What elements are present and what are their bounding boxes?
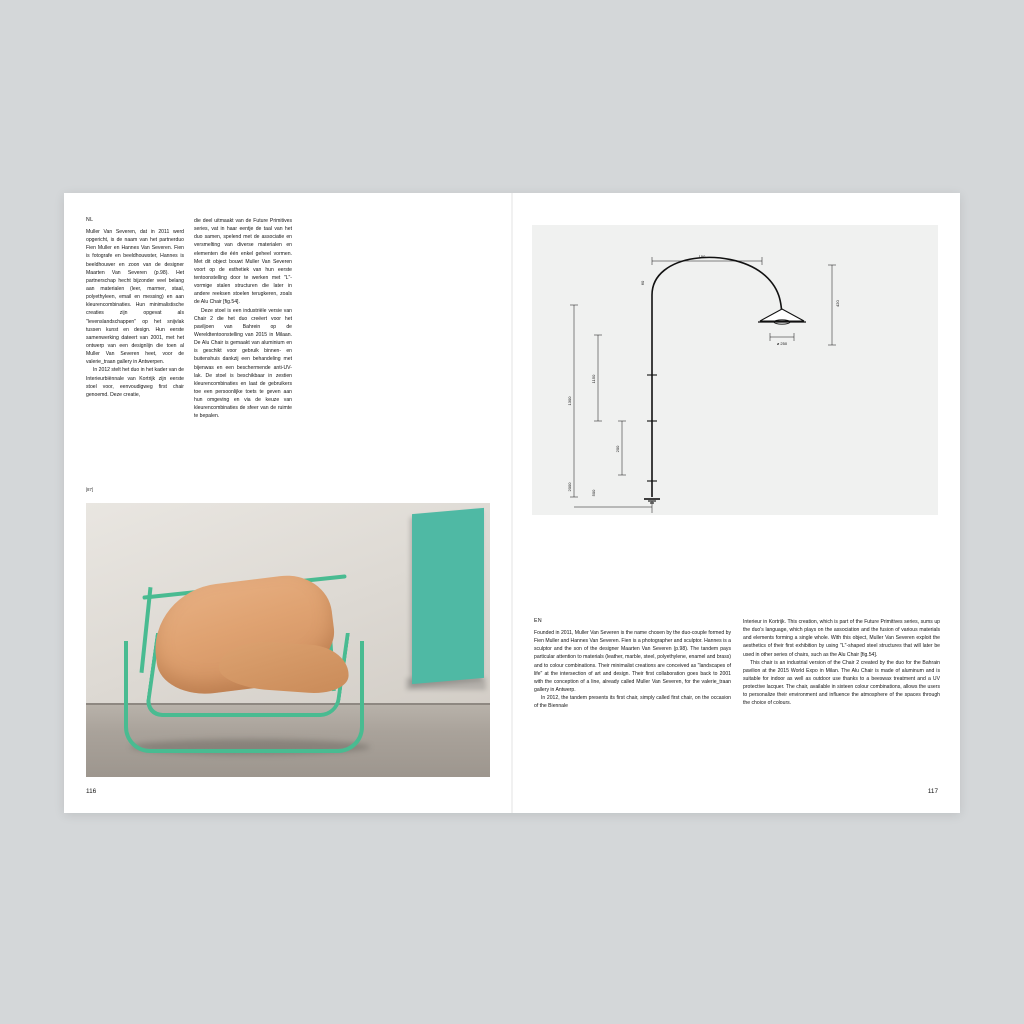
rocking-chair	[124, 581, 374, 756]
en-text-block	[534, 618, 940, 710]
folio-right: 117	[927, 788, 938, 795]
en-paragraph: This chair is an industrial version of the Chair 2 created by the duo for the Bahrain pavilion at the 2015 World Expo in Milan. The Alu Chair is made of aluminum and is suitable for indoor as well as outdoor use thanks to a beeswax treatment and a UV protective lacquer. The chair, available in sixteen colour combinations, allows the users to personalize their environment and influence the atmosphere of the spaces through the choice of colours.	[743, 659, 940, 707]
dim-1150: 1150	[591, 374, 596, 384]
dim-2000: 2000	[567, 482, 572, 492]
dim-420: 420	[835, 300, 840, 307]
dim-60: 60	[640, 280, 645, 286]
technical-drawing	[532, 225, 938, 515]
nl-column-2-text	[194, 217, 292, 421]
dim-200: 200	[615, 445, 620, 453]
en-column-1-text	[534, 629, 731, 710]
en-paragraph: In 2012, the tandem presents its first chair, simply called first chair, on the occasion of the Biennale	[534, 695, 731, 710]
nl-column-2	[194, 217, 292, 421]
chair-photograph	[86, 503, 490, 777]
nl-paragraph: die deel uitmaakt van de Future Primitives series, vat in haar eentje de taal van het duo samen, spelend met de associatie en versmelting van diverse materialen en elementen die één enkel geheel vormen. Met dit object bouwt Muller Van Severen voort op de esthetiek van hun eerste tentoonstelling door te werken met "L"-vormige stalen structuren die later in andere reeksen stoelen terugkeren, zoals de Alu Chair [fig.54].	[194, 218, 292, 306]
nl-paragraph: In 2012 stelt het duo in het kader van de Interieurbiënnale van Kortrijk zijn eerste stoel voor, eenvoudigweg first chair genoemd. Deze creatie,	[86, 367, 184, 398]
figure-number-left: [87]	[86, 487, 93, 492]
dimension-labels	[567, 254, 840, 496]
lamp-shade	[758, 309, 806, 324]
left-page	[64, 193, 512, 813]
nl-paragraph: Deze stoel is een industriële versie van Chair 2 die het duo creëert voor het paviljoen van Bahrein op de Wereldtentoonstelling van 2015 in Milaan. De Alu Chair is gemaakt van aluminium en is geschikt voor gebruik binnen- en buitenshuis dankzij een behandeling met bijenwas en een beschermende anti-UV-lak. De stoel is beschikbaar in zestien kleurencombinaties en laat de gebruikers toe een persoonlijke toets te geven aan hun omgeving en via de keuze van kleurencombinaties de sfeer van de ruimte te bepalen.	[194, 307, 292, 420]
nl-text-block	[86, 217, 292, 421]
nl-paragraph: Muller Van Severen, dat in 2011 werd opgericht, is de naam van het partnerduo Fien Muller en Hannes Van Severen. Fien is fotografe en beeldhouwster, Hannes is beeldhouwer en zoon van de designer Maarten Van Severen (p.98). Het partnerschap hecht bijzonder veel belang aan materialen (leer, marmer, staal, polyethyleen, email en messing) en aan kleurencombinaties. Hun minimalistische creaties zijn opgevat als "levenslandschappen" op het snijvlak tussen kunst en design. Hun eerste samenwerking dateert van 2001, met het ontwerp van een designlijn die toen al Muller Van Severen heet, voor de valerie_traan gallery in Antwerpen.	[86, 229, 184, 366]
en-paragraph: Founded in 2011, Muller Van Severen is the name chosen by the duo-couple formed by Fien Muller and Hannes Van Severen. Fien is a photographer and sculptor. Hannes is a sculptor and the son of the designer Maarten Van Severen (p.98). The tandem pays particular attention to materials (leather, marble, steel, polyethylene, enamel and brass) and to colour combinations. Their minimalist creations are conceived as "landscapes of life" at the intersection of art and design. Their first collaboration goes back to 2001 with the conception of a line, already called Muller Van Severen, for the valerie_traan gallery in Antwerp.	[534, 630, 731, 693]
lamp-technical-drawing-svg	[532, 225, 938, 515]
en-column-1	[534, 618, 731, 710]
dim-150: 150	[698, 254, 706, 259]
dim-500: 500	[591, 489, 596, 497]
language-label-en: EN	[534, 618, 543, 624]
dim-diameter: ø 250	[776, 341, 788, 346]
en-paragraph: Interieur in Kortrijk. This creation, which is part of the Future Primitives series, sums up the duo's language, which plays on the association and the fusion of various materials and elements forming a single whole. With this object, Muller Van Severen exploit the aesthetics of their first exhibition by using "L"-shaped steel structures that will later be used in other series of chairs, such as the Alu Chair [fig.54].	[743, 619, 940, 658]
book-spread	[64, 193, 960, 813]
en-column-2-text	[743, 618, 940, 708]
right-page	[512, 193, 960, 813]
nl-column-1	[86, 217, 184, 421]
language-label-nl: NL	[86, 217, 94, 223]
en-column-2	[743, 618, 940, 710]
dim-1300: 1300	[567, 396, 572, 406]
folio-left: 116	[86, 788, 97, 795]
turquoise-panel	[412, 508, 484, 684]
nl-column-1-text	[86, 228, 184, 399]
